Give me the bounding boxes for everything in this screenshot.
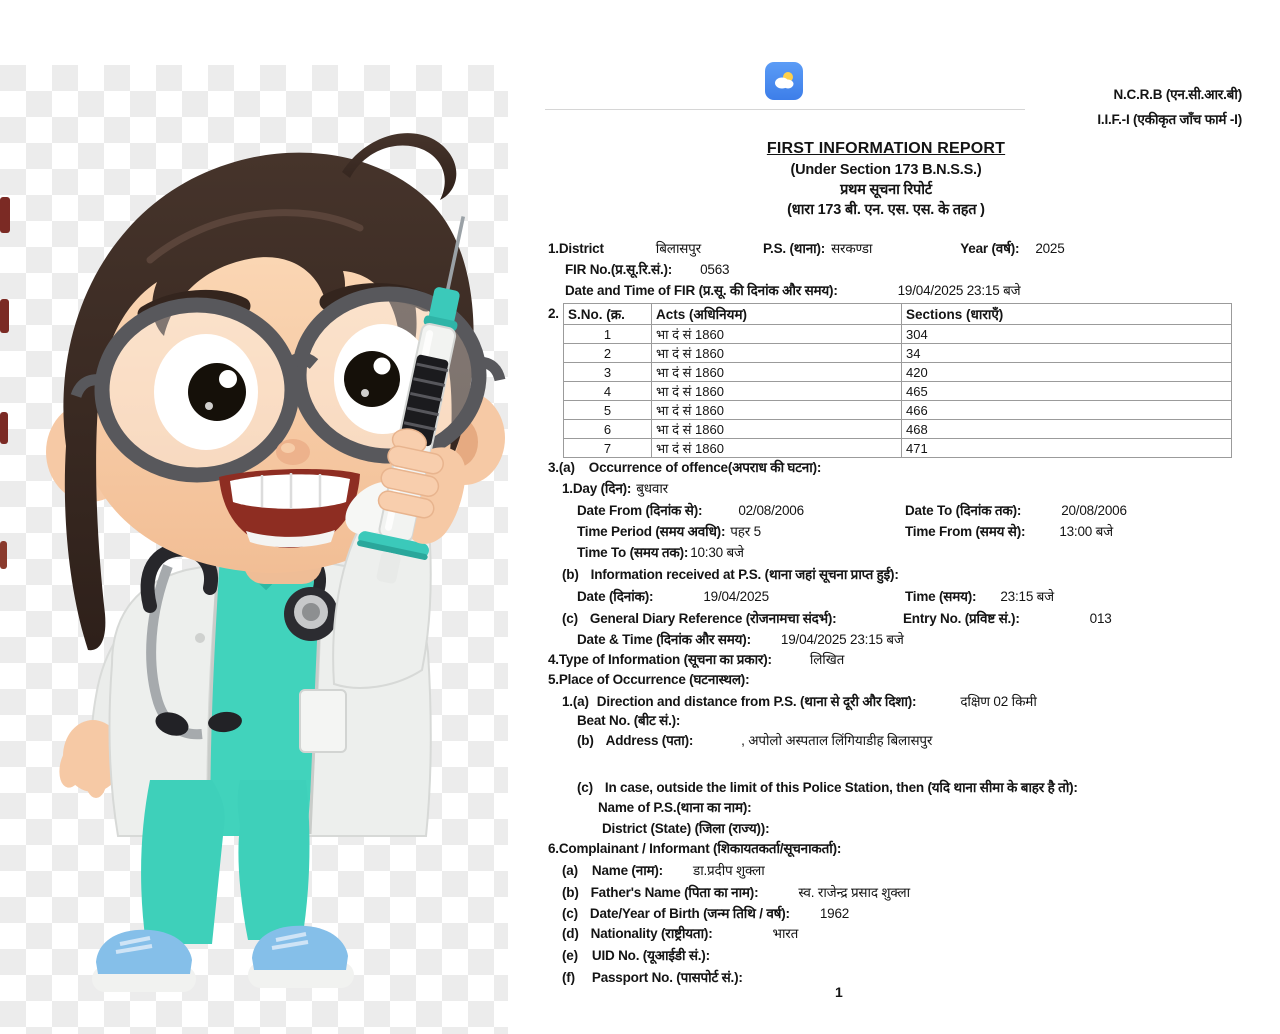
time-to-line [577,544,744,561]
entry-no-line [903,610,1112,627]
weather-icon [771,68,797,94]
gd-heading: General Diary Reference (रोजनामचा संदर्भ): [589,611,837,626]
ps-label: P.S. (थाना): [762,241,826,256]
complainant-name-line [562,862,765,879]
year-label: Year (वर्ष): [960,241,1020,256]
fir-document [540,0,1280,1034]
nationality-line [562,925,798,942]
ps-name-line [598,799,751,816]
cell-section: 471 [902,439,1232,458]
received-date-label: Date (दिनांक): [577,589,654,604]
uid-letter: (e) [562,948,578,963]
beat-no-line [577,712,680,729]
table-row [564,382,1232,401]
uid-line [562,947,710,964]
beat-no-label: Beat No. (बीट सं.): [577,713,681,728]
gd-reference-line [562,610,836,627]
time-from-label: Time From (समय से): [905,524,1026,539]
gd-datetime-value: 19/04/2025 23:15 बजे [780,632,904,647]
dob-value: 1962 [819,906,850,921]
nationality-label: Nationality (राष्ट्रीयता): [590,926,713,941]
address-label: Address (पता): [605,733,694,748]
cell-section: 468 [902,420,1232,439]
entry-no-value: 013 [1089,611,1112,626]
col-header-acts: Acts (अधिनियम) [652,304,902,325]
nationality-value: भारत [772,926,799,941]
cell-act: भा दं सं 1860 [652,363,902,382]
name-label: Name (नाम): [591,863,663,878]
address-line [577,732,932,749]
date-to-line [905,502,1127,519]
complainant-heading: Complainant / Informant (शिकायतकर्ता/सूचनाकर्ता): [558,841,842,856]
entry-no-label: Entry No. (प्रविष्ट सं.): [903,611,1020,626]
received-time-value: 23:15 बजे [1000,589,1055,604]
time-period-line [577,523,761,540]
day-number: 1. [562,481,573,496]
direction-value: दक्षिण 02 किमी [960,694,1037,709]
passport-line [562,969,743,986]
weather-app-icon[interactable] [765,62,803,100]
doctor-illustration [0,0,540,1034]
doctor-nose [276,439,310,465]
table-row [564,363,1232,382]
time-from-line [905,523,1113,540]
cell-section: 420 [902,363,1232,382]
received-time-line [905,588,1054,605]
cell-act: भा दं सं 1860 [652,401,902,420]
passport-label: Passport No. (पासपोर्ट सं.): [591,970,743,985]
date-from-value: 02/08/2006 [738,503,804,518]
gd-datetime-line [577,631,904,648]
info-received-heading: Information received at P.S. (थाना जहां सूचना प्राप्त हुई): [590,567,899,582]
fir-datetime-value: 19/04/2025 23:15 बजे [897,283,1021,298]
section5-number: 5. [548,672,559,687]
left-edge-marks [0,197,10,569]
cell-section: 465 [902,382,1232,401]
occurrence-heading: Occurrence of offence(अपराध की घटना): [588,460,822,475]
type-of-information-line [548,651,844,668]
section6-number: 6. [548,841,559,856]
fir-no-line [565,261,729,278]
cell-sno: 4 [564,382,652,401]
day-value: बुधवार [636,481,668,496]
col-header-sno: S.No. (क्र. [564,304,652,325]
info-received-letter: (b) [562,567,579,582]
name-value: डा.प्रदीप शुक्ला [692,863,765,878]
table-row [564,344,1232,363]
direction-distance-line [562,693,1037,710]
father-name-label: Father's Name (पिता का नाम): [590,885,759,900]
district-value: बिलासपुर [655,241,701,256]
ps-value: सरकण्डा [831,241,873,256]
gd-datetime-label: Date & Time (दिनांक और समय): [577,632,751,647]
cell-sno: 2 [564,344,652,363]
district-line [548,240,1065,257]
type-of-information-value: लिखित [809,652,845,667]
place-of-occurrence-line [548,671,749,688]
received-date-value: 19/04/2025 [703,589,769,604]
name-letter: (a) [562,863,578,878]
table-row [564,401,1232,420]
time-to-value: 10:30 बजे [690,545,744,560]
complainant-heading-line [548,840,841,857]
cell-section: 466 [902,401,1232,420]
table-row [564,325,1232,344]
cell-act: भा दं सं 1860 [652,382,902,401]
cell-act: भा दं सं 1860 [652,325,902,344]
direction-label: Direction and distance from P.S. (थाना से दूरी और दिशा): [596,694,917,709]
ncrb-header: N.C.R.B (एन.सी.आर.बी) [1113,87,1242,102]
cell-sno: 5 [564,401,652,420]
received-time-label: Time (समय): [905,589,977,604]
section4-number: 4. [548,652,559,667]
cell-sno: 3 [564,363,652,382]
address-letter: (b) [577,733,594,748]
address-value: , अपोलो अस्पताल लिंगियाडीह बिलासपुर [741,733,933,748]
passport-letter: (f) [562,970,575,985]
district-label: District [558,241,604,256]
day-line [562,480,668,497]
father-name-value: स्व. राजेन्द्र प्रसाद शुक्ला [798,885,910,900]
dob-letter: (c) [562,906,578,921]
time-period-label: Time Period (समय अवधि): [577,524,726,539]
outside-limit-letter: (c) [577,780,593,795]
nationality-letter: (d) [562,926,579,941]
iif-header: I.I.F.-I (एकीकृत जाँच फार्म -I) [1097,112,1242,127]
document-subtitle-hindi: प्रथम सूचना रिपोर्ट [840,182,932,198]
section1-number: 1. [548,241,559,256]
date-to-value: 20/08/2006 [1061,503,1127,518]
year-value: 2025 [1035,241,1065,256]
fir-no-label: FIR No.(प्र.सू.रि.सं.): [565,262,673,277]
type-of-information-label: Type of Information (सूचना का प्रकार): [558,652,772,667]
date-from-line [577,502,804,519]
doctor-shoes [92,926,354,992]
fir-datetime-line [565,282,1020,299]
fir-datetime-label: Date and Time of FIR (प्र.सू. की दिनांक और समय): [565,283,838,298]
header-divider [545,109,1025,110]
cell-sno: 6 [564,420,652,439]
section2-number: 2. [548,306,559,321]
cell-sno: 7 [564,439,652,458]
cell-sno: 1 [564,325,652,344]
day-label: Day (दिन): [572,481,632,496]
outside-limit-heading: In case, outside the limit of this Police Station, then (यदि थाना सीमा के बाहर है तो): [604,780,1078,795]
coat-pocket [300,690,346,752]
cell-act: भा दं सं 1860 [652,344,902,363]
col-header-sections: Sections (धाराएँ) [902,304,1232,325]
cell-act: भा दं सं 1860 [652,420,902,439]
dob-label: Date/Year of Birth (जन्म तिथि / वर्ष): [589,906,790,921]
time-from-value: 13:00 बजे [1059,524,1113,539]
page-number: 1 [835,984,843,1000]
time-period-value: पहर 5 [730,524,761,539]
table-body [564,325,1232,458]
cell-section: 34 [902,344,1232,363]
document-subtitle-hindi2: (धारा 173 बी. एन. एस. एस. के तहत ) [787,202,985,218]
table-row [564,420,1232,439]
cell-act: भा दं सं 1860 [652,439,902,458]
table-header-row [564,304,1232,325]
dob-line [562,905,849,922]
ps-name-label: Name of P.S.(थाना का नाम): [598,800,752,815]
outside-limit-line [577,779,1078,796]
date-to-label: Date To (दिनांक तक): [905,503,1022,518]
received-date-line [577,588,769,605]
uid-label: UID No. (यूआईडी सं.): [591,948,710,963]
acts-sections-table [563,303,1232,458]
time-to-label: Time To (समय तक): [577,545,689,560]
father-letter: (b) [562,885,579,900]
cell-section: 304 [902,325,1232,344]
direction-number: 1.(a) [562,694,589,709]
fir-no-value: 0563 [700,262,730,277]
occurrence-heading-line [548,459,821,476]
place-of-occurrence-heading: Place of Occurrence (घटनास्थल): [558,672,750,687]
document-subtitle: (Under Section 173 B.N.S.S.) [790,162,982,178]
section3-number: 3.(a) [548,460,575,475]
document-title: FIRST INFORMATION REPORT [766,140,1006,157]
district-state-label: District (State) (जिला (राज्य)): [602,821,770,836]
district-state-line [602,820,769,837]
info-received-line [562,566,899,583]
gd-letter: (c) [562,611,578,626]
date-from-label: Date From (दिनांक से): [577,503,703,518]
father-name-line [562,884,910,901]
doctor-image-panel [0,0,540,1034]
table-row [564,439,1232,458]
